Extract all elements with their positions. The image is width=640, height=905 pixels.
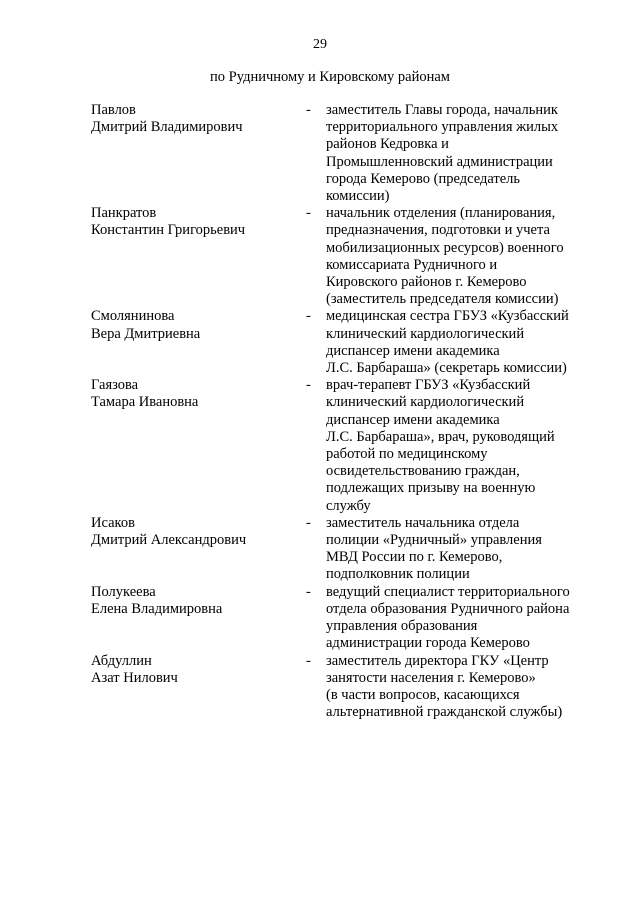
member-given-names: Тамара Ивановна — [91, 394, 199, 411]
member-role-line: диспансер имени академика — [326, 411, 500, 428]
member-role-line: службу — [326, 497, 371, 514]
member-dash: - — [306, 308, 311, 325]
member-role-line: (заместитель председателя комиссии) — [326, 291, 559, 308]
member-name — [91, 377, 306, 515]
member-role-line: территориального управления жилых — [326, 119, 559, 136]
member-role-line: Л.С. Барбараша», врач, руководящий — [326, 428, 555, 445]
member-role-line: Кировского районов г. Кемерово — [326, 274, 527, 291]
member-dash: - — [306, 514, 311, 531]
member-role — [326, 653, 591, 722]
member-role-line: заместитель Главы города, начальник — [326, 102, 558, 118]
member-role-line: подлежащих призыву на военную — [326, 480, 536, 497]
member-entry — [0, 102, 640, 205]
member-given-names: Вера Дмитриевна — [91, 325, 201, 342]
member-role — [326, 515, 591, 584]
member-role-line: заместитель директора ГКУ «Центр — [326, 652, 549, 669]
member-role-line: врач-терапевт ГБУЗ «Кузбасский — [326, 377, 531, 394]
member-surname: Павлов — [91, 102, 136, 118]
member-name — [91, 515, 306, 584]
member-role — [326, 584, 591, 653]
member-role-line: ведущий специалист территориального — [326, 583, 570, 600]
member-role-line: районов Кедровка и — [326, 136, 449, 153]
member-role-line: альтернативной гражданской службы) — [326, 704, 563, 721]
member-dash: - — [306, 583, 311, 600]
member-entry — [0, 205, 640, 308]
member-dash: - — [306, 652, 311, 669]
member-role-line: предназначения, подготовки и учета — [326, 222, 550, 239]
member-role-line: подполковник полиции — [326, 566, 470, 583]
member-role-line: администрации города Кемерово — [326, 635, 530, 652]
member-name — [91, 308, 306, 377]
member-role-line: медицинская сестра ГБУЗ «Кузбасский — [326, 308, 569, 325]
member-role-line: мобилизационных ресурсов) военного — [326, 239, 564, 256]
member-entry — [0, 584, 640, 653]
member-role-line: занятости населения г. Кемерово» — [326, 669, 536, 686]
member-given-names: Елена Владимировна — [91, 600, 223, 617]
member-dash: - — [306, 377, 311, 394]
member-role-line: клинический кардиологический — [326, 394, 525, 411]
member-surname: Исаков — [91, 514, 135, 531]
section-heading: по Рудничному и Кировскому районам — [210, 69, 450, 85]
commission-members-list — [0, 102, 640, 721]
member-role — [326, 308, 591, 377]
member-given-names: Дмитрий Александрович — [91, 532, 247, 549]
member-role-line: города Кемерово (председатель — [326, 170, 521, 187]
member-role-line: освидетельствованию граждан, — [326, 463, 520, 480]
member-role-line: (в части вопросов, касающихся — [326, 686, 520, 703]
member-role-line: диспансер имени академика — [326, 342, 500, 359]
member-name — [91, 653, 306, 722]
member-role-line: работой по медицинскому — [326, 446, 488, 463]
member-role — [326, 377, 591, 515]
member-entry — [0, 515, 640, 584]
member-given-names: Азат Нилович — [91, 669, 178, 686]
member-role-line: Л.С. Барбараша» (секретарь комиссии) — [326, 360, 567, 377]
member-given-names: Дмитрий Владимирович — [91, 119, 243, 136]
member-given-names: Константин Григорьевич — [91, 222, 246, 239]
member-role-line: начальник отделения (планирования, — [326, 205, 556, 222]
member-role-line: Промышленновский администрации — [326, 153, 553, 170]
member-surname: Абдуллин — [91, 652, 152, 669]
page-number: 29 — [313, 37, 327, 52]
member-role-line: отдела образования Рудничного района — [326, 600, 570, 617]
member-dash: - — [306, 102, 311, 118]
member-role-line: клинический кардиологический — [326, 325, 525, 342]
member-name — [91, 102, 306, 205]
member-role-line: комиссии) — [326, 188, 390, 205]
member-role-line: МВД России по г. Кемерово, — [326, 549, 503, 566]
member-role — [326, 205, 591, 308]
member-role-line: полиции «Рудничный» управления — [326, 532, 542, 549]
member-surname: Панкратов — [91, 205, 157, 222]
member-role — [326, 102, 591, 205]
member-entry — [0, 377, 640, 515]
member-surname: Гаязова — [91, 377, 139, 394]
member-surname: Полукеева — [91, 583, 156, 600]
member-role-line: комиссариата Рудничного и — [326, 256, 498, 273]
member-role-line: заместитель начальника отдела — [326, 514, 520, 531]
member-entry — [0, 308, 640, 377]
member-name — [91, 205, 306, 308]
member-dash: - — [306, 205, 311, 222]
member-name — [91, 584, 306, 653]
member-surname: Смолянинова — [91, 308, 175, 325]
member-role-line: управления образования — [326, 618, 478, 635]
member-entry — [0, 653, 640, 722]
